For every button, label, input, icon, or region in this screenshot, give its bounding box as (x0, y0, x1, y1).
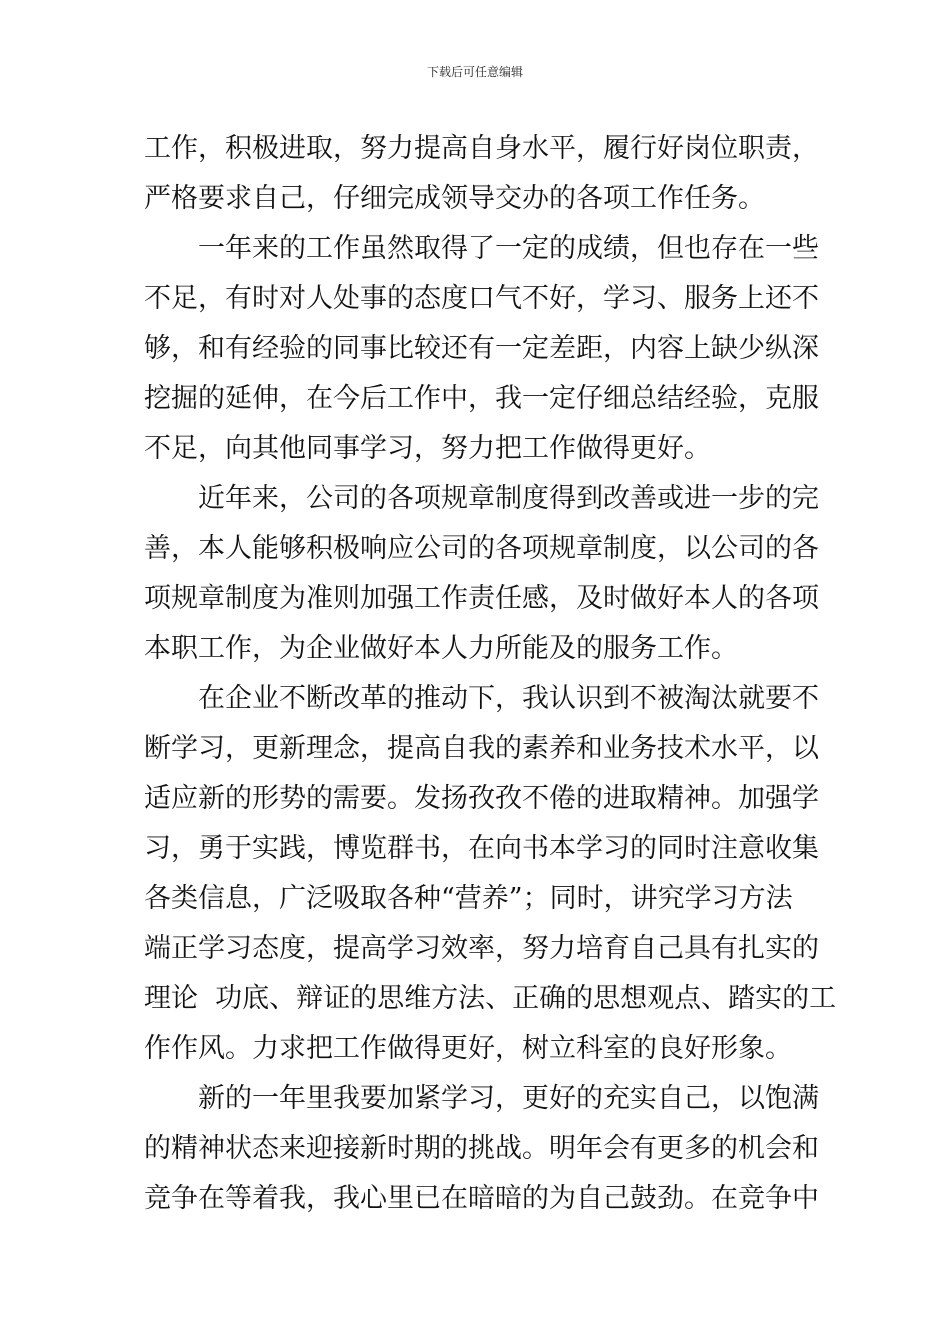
paragraph-line: 新的一年里我要加紧学习，更好的充实自己，以饱满 (198, 1083, 819, 1114)
paragraph-line: 一年来的工作虽然取得了一定的成绩，但也存在一些 (198, 233, 819, 264)
paragraph-line: 竞争在等着我，我心里已在暗暗的为自己鼓劲。在竞争中 (144, 1183, 819, 1214)
paragraph-line: 不足，有时对人处事的态度口气不好，学习、服务上还不 (144, 283, 819, 314)
paragraph-line: 善，本人能够积极响应公司的各项规章制度，以公司的各 (144, 533, 819, 564)
paragraph-line: 严格要求自己，仔细完成领导交办的各项工作任务。 (144, 183, 765, 214)
paragraph-line: 项规章制度为准则加强工作责任感，及时做好本人的各项 (144, 583, 819, 614)
paragraph-line: 工作，积极进取，努力提高自身水平，履行好岗位职责， (144, 133, 819, 164)
paragraph-line: 挖掘的延伸，在今后工作中，我一定仔细总结经验，克服 (144, 383, 819, 414)
document-body (144, 124, 837, 1224)
paragraph-line: 在企业不断改革的推动下，我认识到不被淘汰就要不 (198, 683, 819, 714)
paragraph-line: 不足，向其他同事学习，努力把工作做得更好。 (144, 433, 711, 464)
paragraph-line: 够，和有经验的同事比较还有一定差距，内容上缺少纵深 (144, 333, 819, 364)
paragraph-line: 端正学习态度，提高学习效率，努力培育自己具有扎实的 (144, 933, 819, 964)
paragraph-line: 适应新的形势的需要。发扬孜孜不倦的进取精神。加强学 (144, 783, 819, 814)
paragraph-line: 的精神状态来迎接新时期的挑战。明年会有更多的机会和 (144, 1133, 819, 1164)
paragraph-line: 理论 功底、辩证的思维方法、正确的思想观点、踏实的工 (144, 983, 837, 1014)
paragraph-line: 各类信息，广泛吸取各种“营养”；同时，讲究学习方法 (144, 883, 793, 914)
page-header: 下载后可任意编辑 (426, 65, 523, 79)
paragraph-line: 断学习，更新理念，提高自我的素养和业务技术水平，以 (144, 733, 819, 764)
paragraph-line: 作作风。力求把工作做得更好，树立科室的良好形象。 (144, 1033, 792, 1064)
paragraph-line: 本职工作，为企业做好本人力所能及的服务工作。 (144, 633, 738, 664)
paragraph-line: 近年来，公司的各项规章制度得到改善或进一步的完 (198, 483, 819, 514)
paragraph-line: 习，勇于实践，博览群书，在向书本学习的同时注意收集 (144, 833, 819, 864)
